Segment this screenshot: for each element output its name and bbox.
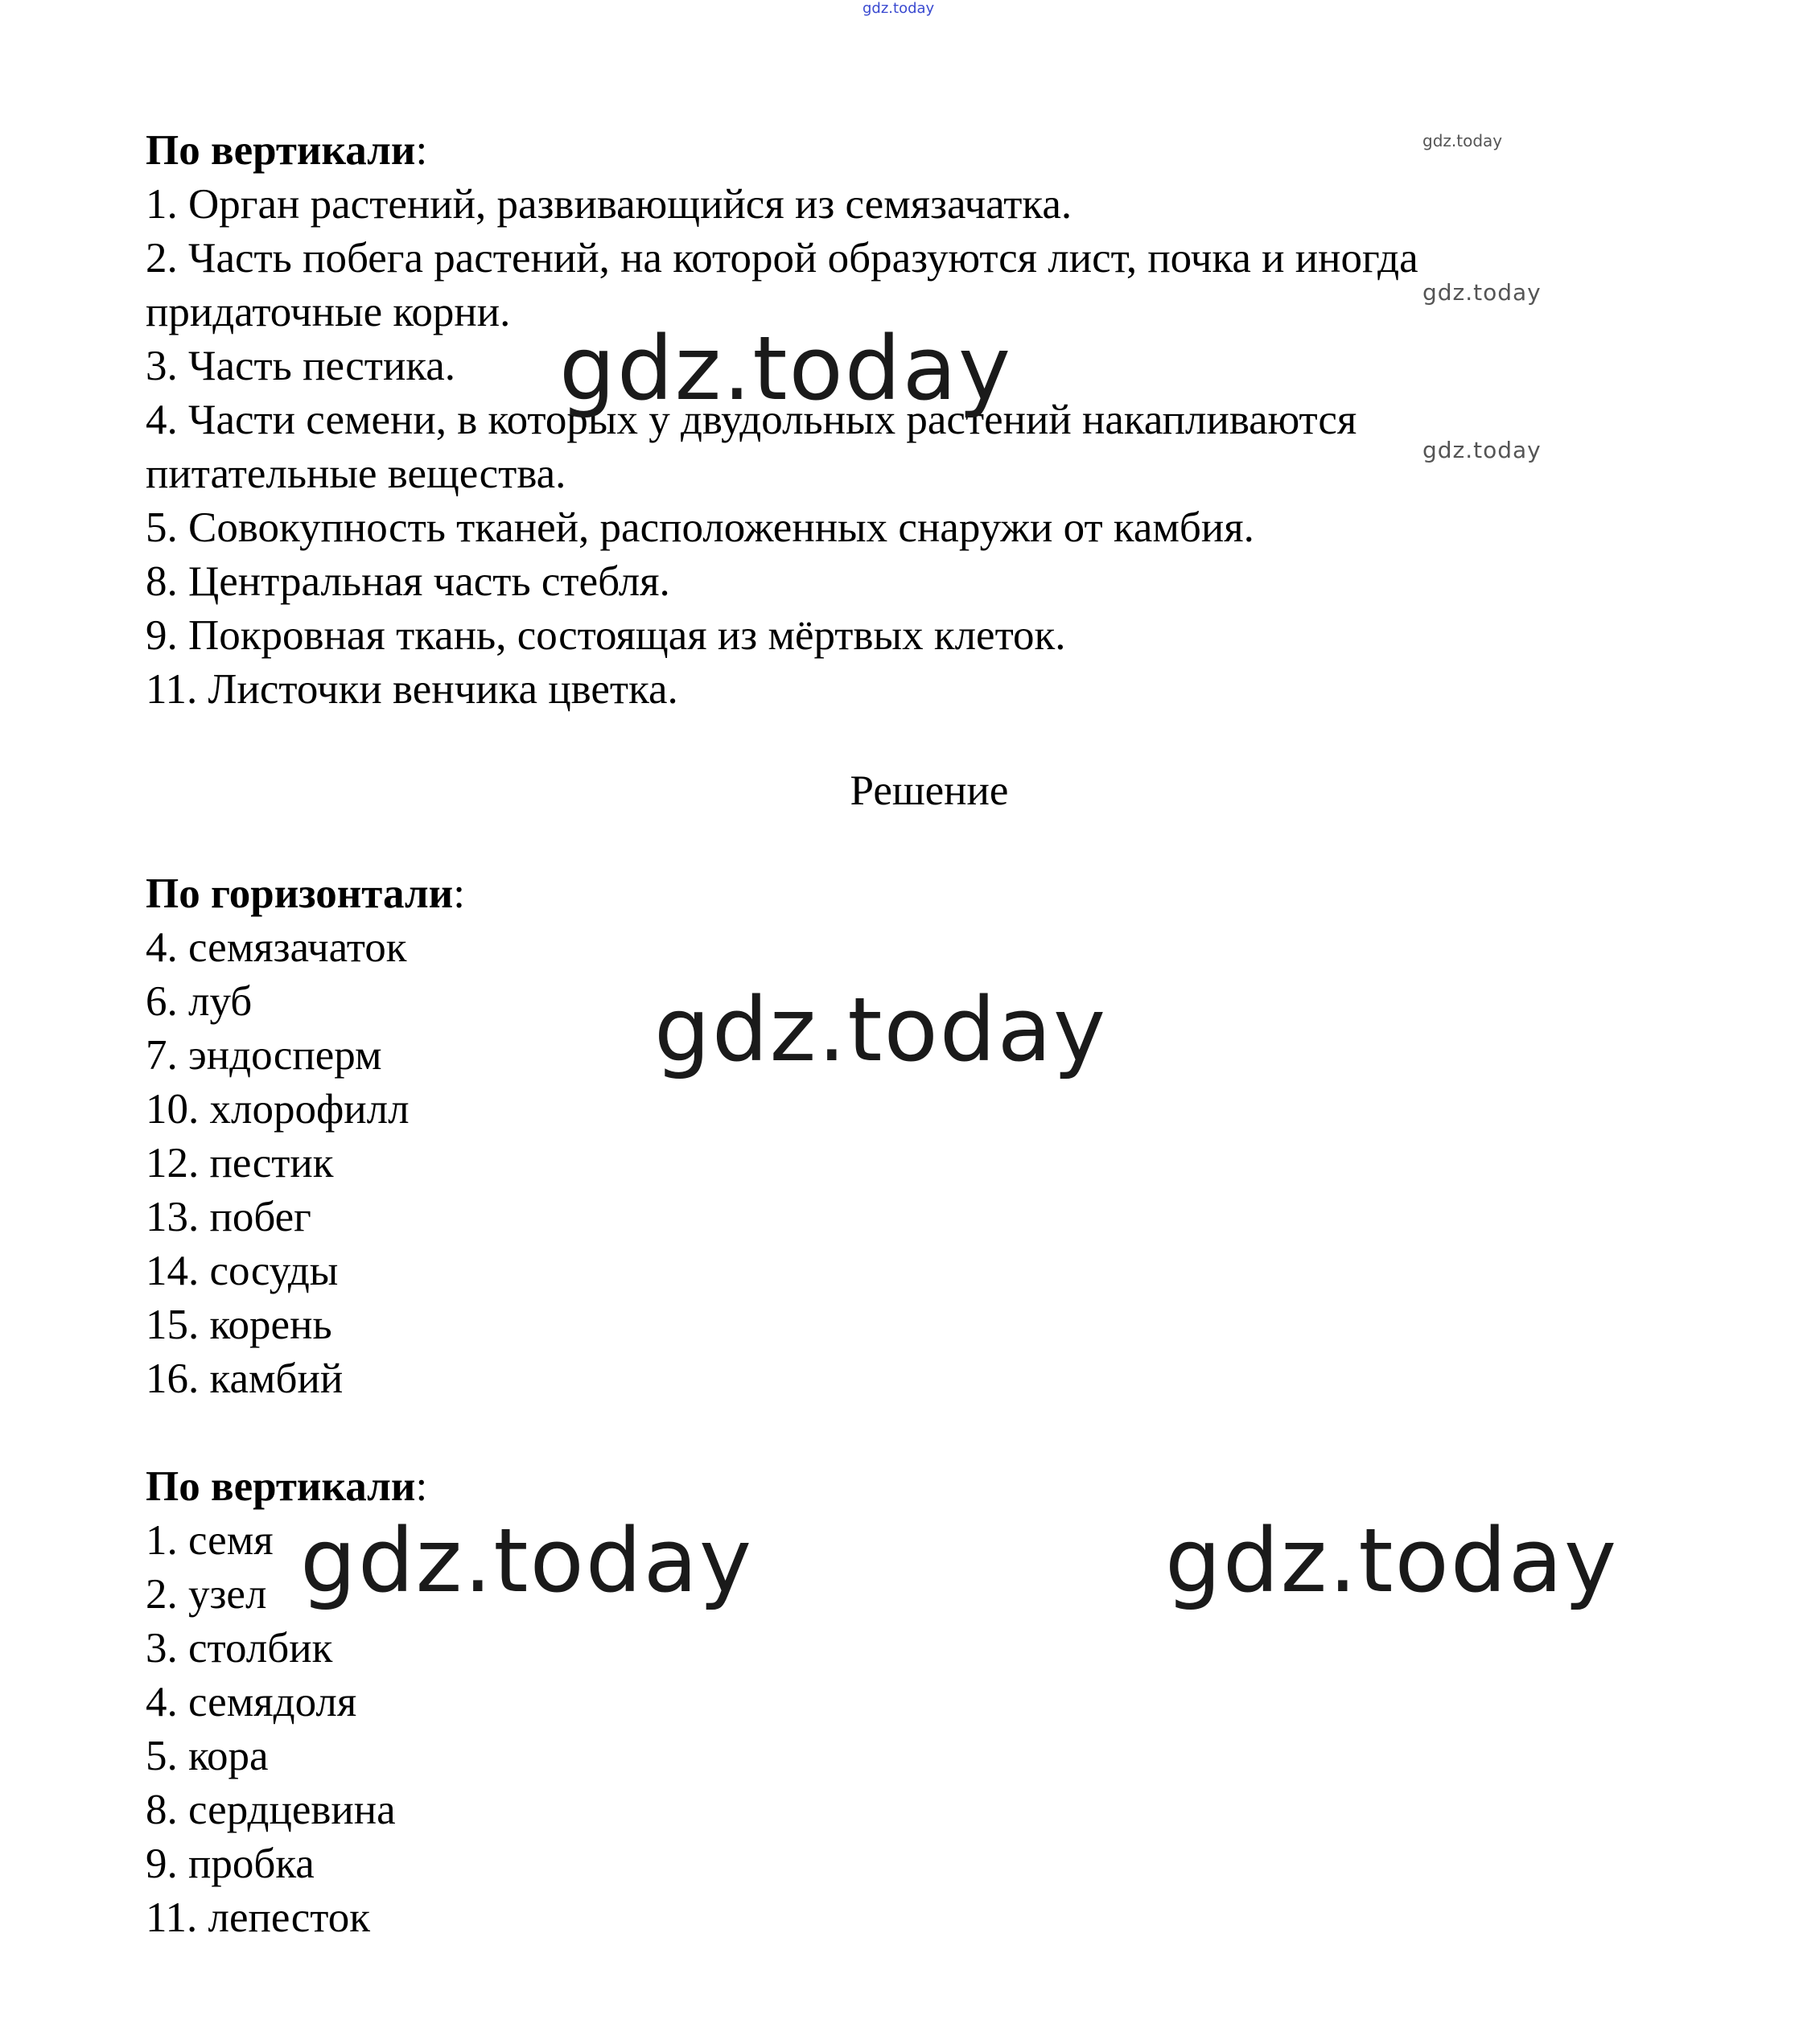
question-line: 4. Части семени, в которых у двудольных растений накапливаются — [146, 397, 1357, 443]
watermark-top: gdz.today — [863, 0, 935, 17]
answer-item: 1. семя — [146, 1517, 274, 1564]
watermark-large: gdz.today — [654, 978, 1108, 1081]
heading-colon: : — [415, 127, 428, 174]
answers-vertical-heading-text: По вертикали — [146, 1463, 416, 1510]
answer-item: 4. семязачаток — [146, 924, 407, 971]
heading-colon: : — [453, 870, 465, 917]
answer-item: 10. хлорофилл — [146, 1086, 410, 1133]
watermark-small: gdz.today — [1422, 437, 1542, 463]
answer-item: 14. сосуды — [146, 1248, 339, 1294]
answers-vertical-heading — [146, 1460, 427, 1514]
answer-item: 8. сердцевина — [146, 1787, 396, 1833]
watermark-large: gdz.today — [300, 1509, 754, 1612]
answer-item: 3. столбик — [146, 1625, 333, 1672]
answer-item: 5. кора — [146, 1733, 269, 1779]
answer-item: 15. корень — [146, 1302, 332, 1348]
watermark-large: gdz.today — [1165, 1509, 1619, 1612]
answer-item: 9. пробка — [146, 1840, 315, 1887]
question-line: 11. Листочки венчика цветка. — [146, 666, 678, 713]
question-line: 3. Часть пестика. — [146, 343, 456, 389]
answer-item: 6. луб — [146, 978, 253, 1025]
watermark-large: gdz.today — [559, 317, 1013, 420]
answers-horizontal-heading — [146, 867, 465, 921]
answers-horizontal-heading-text: По горизонтали — [146, 870, 454, 917]
question-line: 2. Часть побега растений, на которой образуются лист, почка и иногда — [146, 235, 1418, 282]
answer-item: 4. семядоля — [146, 1679, 357, 1725]
question-line: питательные вещества. — [146, 450, 566, 497]
watermark-small: gdz.today — [1422, 279, 1542, 306]
answer-item: 11. лепесток — [146, 1894, 370, 1941]
question-line: 9. Покровная ткань, состоящая из мёртвых клеток. — [146, 612, 1066, 659]
question-line: 8. Центральная часть стебля. — [146, 558, 670, 605]
questions-vertical-heading — [146, 124, 427, 178]
watermark-small: gdz.today — [1422, 131, 1503, 150]
answer-item: 7. эндосперм — [146, 1032, 382, 1079]
answer-item: 12. пестик — [146, 1140, 334, 1187]
heading-colon: : — [415, 1463, 428, 1510]
answer-item: 16. камбий — [146, 1355, 344, 1402]
answer-item: 2. узел — [146, 1571, 267, 1618]
question-line: придаточные корни. — [146, 289, 511, 335]
solution-title: Решение — [850, 767, 1009, 814]
answer-item: 13. побег — [146, 1194, 311, 1240]
questions-vertical-heading-text: По вертикали — [146, 127, 416, 174]
question-line: 5. Совокупность тканей, расположенных снаружи от камбия. — [146, 504, 1254, 551]
question-line: 1. Орган растений, развивающийся из семязачатка. — [146, 181, 1072, 228]
